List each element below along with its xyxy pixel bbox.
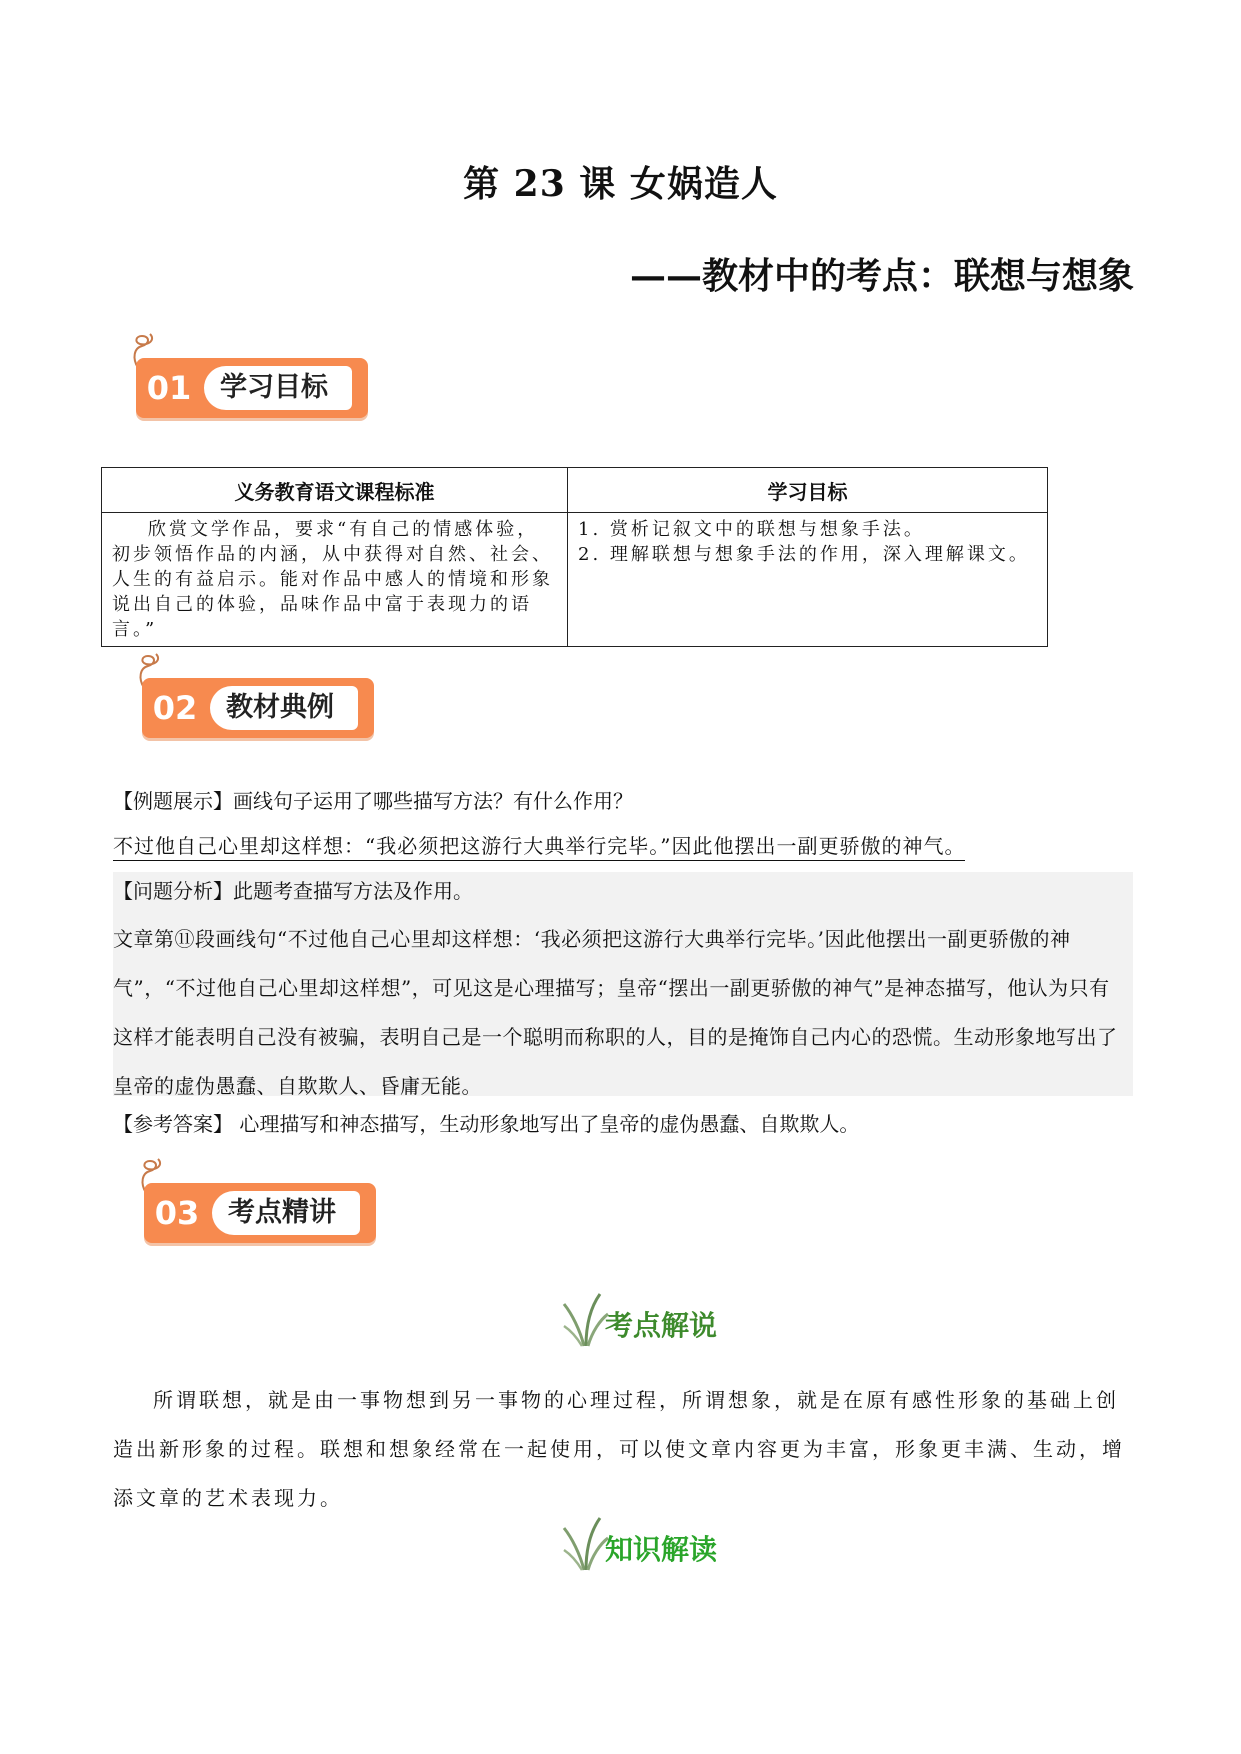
standard-cell: 欣赏文学作品，要求“有自己的情感体验，初步领悟作品的内涵，从中获得对自然、社会、人生的有益启示。能对作品中感人的情境和形象说出自己的体验，品味作品中富于表现力的语言。” bbox=[102, 513, 568, 647]
zhishi-heading-text: 知识解读 bbox=[605, 1533, 718, 1566]
table-header-row bbox=[102, 468, 1048, 513]
section-label: 考点精讲 bbox=[212, 1191, 360, 1235]
section-number: 03 bbox=[154, 1194, 200, 1232]
goal-item: 1. 赏析记叙文中的联想与想象手法。 bbox=[578, 519, 925, 540]
grass-icon bbox=[562, 1514, 610, 1572]
lesson-subtitle: ——教材中的考点：联想与想象 bbox=[629, 255, 1134, 297]
curriculum-table bbox=[101, 467, 1048, 647]
kaodian-heading bbox=[562, 1290, 862, 1350]
section-badge-01 bbox=[128, 330, 378, 420]
kaodian-explanation: 所谓联想，就是由一事物想到另一事物的心理过程，所谓想象，就是在原有感性形象的基础上创造出新形象的过程。联想和想象经常在一起使用，可以使文章内容更为丰富，形象更丰满、生动，增添文章的艺术表现力。 bbox=[113, 1388, 1125, 1510]
underlined-sentence: 不过他自己心里却这样想：“我必须把这游行大典举行完毕。”因此他摆出一副更骄傲的神气。 bbox=[113, 830, 965, 859]
analysis-label: 【问题分析】此题考查描写方法及作用。 bbox=[113, 879, 473, 903]
kaodian-heading-text: 考点解说 bbox=[605, 1309, 718, 1342]
section-badge-03 bbox=[136, 1155, 386, 1245]
zhishi-heading bbox=[562, 1514, 862, 1574]
reference-answer: 【参考答案】 心理描写和神态描写，生动形象地写出了皇帝的虚伪愚蠢、自欺欺人。 bbox=[113, 1112, 860, 1136]
example-question: 【例题展示】画线句子运用了哪些描写方法？有什么作用？ bbox=[113, 789, 633, 813]
goal-item: 2. 理解联想与想象手法的作用，深入理解课文。 bbox=[578, 544, 1030, 565]
section-label: 学习目标 bbox=[204, 366, 352, 410]
lesson-title: 第 23 课 女娲造人 bbox=[463, 163, 778, 205]
analysis-text: 文章第⑪段画线句“不过他自己心里却这样想：‘我必须把这游行大典举行完毕。’因此他摆出一副更骄傲的神气”，“不过他自己心里却这样想”，可见这是心理描写；皇帝“摆出一副更骄傲的神气”是神态描写，他认为只有这样才能表明自己没有被骗，表明自己是一个聪明而称职的人，目的是掩饰自己内心的恐慌。生动形象地写出了皇帝的虚伪愚蠢、自欺欺人、昏庸无能。 bbox=[113, 927, 1118, 1098]
section-number: 01 bbox=[146, 369, 192, 407]
goals-cell bbox=[568, 513, 1048, 647]
table-row bbox=[102, 513, 1048, 647]
section-number: 02 bbox=[152, 689, 198, 727]
table-header-standard: 义务教育语文课程标准 bbox=[102, 468, 568, 513]
section-label: 教材典例 bbox=[210, 686, 358, 730]
table-header-goals: 学习目标 bbox=[568, 468, 1048, 513]
grass-icon bbox=[562, 1290, 610, 1348]
section-badge-02 bbox=[134, 650, 384, 740]
